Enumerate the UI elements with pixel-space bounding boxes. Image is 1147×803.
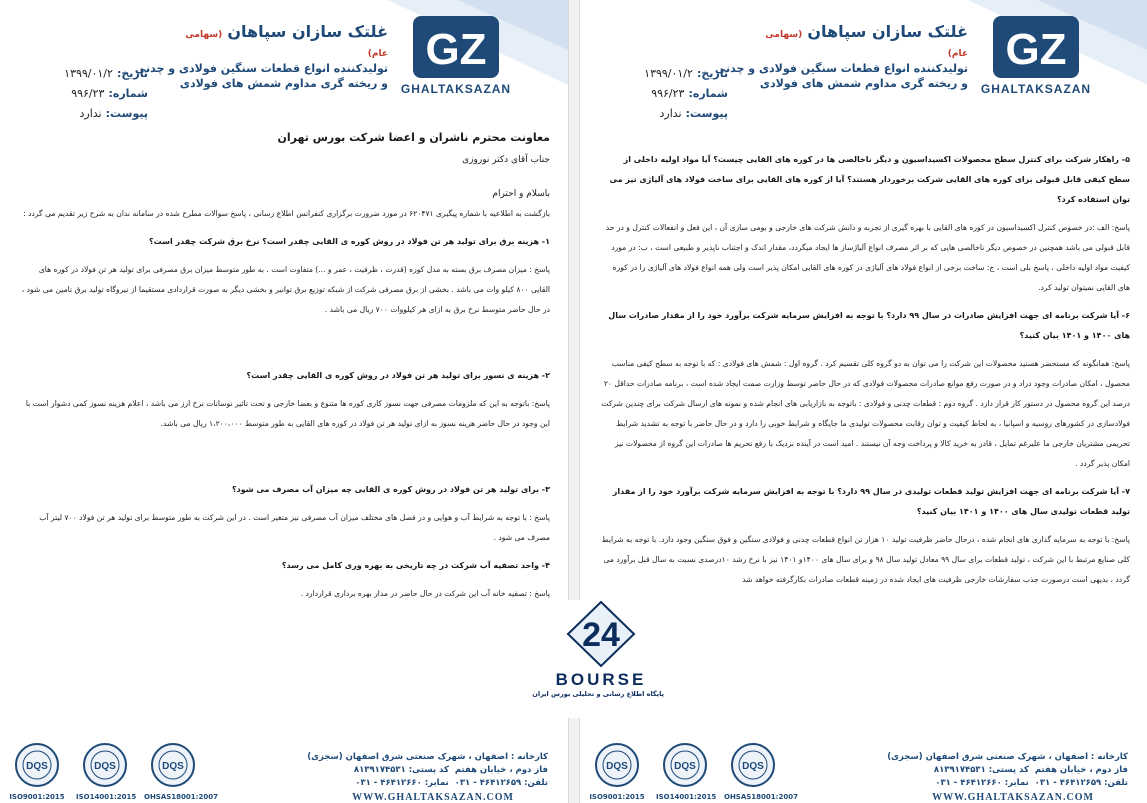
letter-footer — [0, 733, 568, 803]
number-value: ۹۹۶/۲۳ — [651, 87, 685, 100]
letter-body-left — [20, 122, 550, 604]
company-desc-1: تولیدکننده انواع قطعات سنگین فولادی و چدنی — [134, 62, 388, 75]
company-address — [887, 751, 1128, 803]
intro-paragraph: بازگشت به اطلاعیه با شماره پیگیری ۶۲۰۴۷۱ در مورد ضرورت برگزاری کنفرانس اطلاع رسانی ، پاسخ سوالات مطرح شده در سامانه ندان به شرح زیر تقدیم می گردد : — [23, 209, 550, 218]
fax: نمابر: ۴۶۴۱۲۶۶۰ - ۰۳۱ — [355, 778, 449, 788]
company-desc-1: تولیدکننده انواع قطعات سنگین فولادی و چدنی — [714, 62, 968, 75]
dqs-seal-icon — [594, 742, 640, 788]
dqs-seal-icon — [82, 742, 128, 788]
cert-mark: DQS — [742, 761, 764, 772]
date-label: تاریخ: — [116, 67, 148, 80]
cert-label: ISO9001:2015 — [9, 793, 65, 801]
cert-badge — [76, 742, 137, 801]
address-phase: فاز دوم ، خیابان هفتم — [454, 765, 548, 775]
attachment-value: ندارد — [659, 107, 682, 120]
website-link[interactable]: WWW.GHALTAKSAZAN.COM — [352, 792, 514, 803]
logo-wordmark: GHALTAKSAZAN — [980, 82, 1092, 96]
fax: نمابر: ۴۶۴۱۲۶۶۰ - ۰۳۱ — [935, 778, 1029, 788]
answer-4: پاسخ : تصفیه خانه آب این شرکت در حال حاضر در مدار بهره برداری قراردارد . — [300, 589, 550, 598]
number-label: شماره: — [688, 87, 728, 100]
question-3: ۳- برای تولید هر تن فولاد در روش کوره ی القایی چه میزان آب مصرف می شود؟ — [232, 485, 550, 494]
cert-badge — [724, 742, 798, 801]
company-address — [307, 751, 548, 803]
answer-5: پاسخ: الف :در خصوص کنترل اکسیداسیون در کوره های القایی با بهره گیری از تجربه و دانش شرکت های خارجی و بومی سازی آن ، این فعل و انفعالات کنترل و در حد قابل قبولی می باشد همچنین در خصوص دیگر ناخالصی هایی که بر اثر مصرف انواع آلیاژساز ها ایجاد میگردد، مقدار اندک و اجتناب ناپذیر و طبیعی است ، ب: در مورد کیفیت مواد اولیه داخلی ، پاسخ بلی است ، ج: ساخت برخی از انواع فولاد های آلیاژی در کوره های القایی امکان پذیر است ولی همه انواع فولاد های آلیاژی را در کوره های القایی نمیتوان تولید کرد. — [605, 223, 1130, 292]
answer-6: پاسخ: همانگونه که مستحضر هستید محصولات این شرکت را می توان به دو گروه کلی تقسیم کرد . گروه اول : شمش های فولادی : که با توجه به سطح کیفی مناسب محصول ، امکان صادرات وجود دراد و در صورت رفع موانع صادرات محصولات فولادی که در حال حاضر توسط وزارت صمت ایجاد شده است ، برنامه صادرات حداقل ۲۰ درصد این گروه محصول در دستور کار قرار دارد . گروه دوم : قطعات چدنی و فولادی : باتوجه به بازاریابی های انجام شده و نمونه های ارسال شرکت برای چندین شرکت فولادسازی در کشورهای روسیه و اسپانیا ، به لحاظ کیفیت و توان رقابت محصولات تولیدی ما جایگاه و شرایط خوبی را دارد و در حال حاضر با توجه به تشدید شرایط تحریمی مشتریان خارجی ما علیرغم تمایل ، قادر به خرید کالا و پرداخت وجه آن نیستند . امید است در آینده نزدیک با رفع تحریم ها صادرات این گروه از محصولات نیز امکان پذیر گردد . — [601, 359, 1130, 468]
bourse-wordmark: BOURSE — [555, 670, 647, 689]
bourse24-watermark-logo — [532, 600, 664, 718]
letter-meta — [608, 67, 728, 127]
company-header — [134, 22, 388, 90]
letter-recipient: معاونت محترم ناشران و اعضا شرکت بورس تهران — [277, 131, 550, 144]
certifications — [588, 742, 798, 801]
company-name: غلتک سازان سپاهان — [227, 22, 388, 41]
phone: تلفن: ۴۶۴۱۲۶۵۹ - ۰۳۱ — [454, 778, 548, 788]
website-link[interactable]: WWW.GHALTAKSAZAN.COM — [932, 792, 1094, 803]
dqs-seal-icon — [150, 742, 196, 788]
cert-badge — [656, 742, 717, 801]
bourse-24-icon — [566, 600, 636, 668]
cert-mark: DQS — [26, 761, 48, 772]
answer-3: پاسخ : با توجه به شرایط آب و هوایی و در فصل های مختلف میزان آب مصرفی نیز متغیر است . در این شرکت به طور متوسط برای تولید هر تن فولاد ۷۰۰ لیتر آب مصرف می شود . — [39, 513, 550, 542]
number-label: شماره: — [108, 87, 148, 100]
date-value: ۱۳۹۹/۰۱/۲ — [644, 67, 693, 80]
company-suffix: (سهامی عام) — [765, 30, 968, 59]
cert-label: ISO14001:2015 — [656, 793, 717, 801]
address-phase: فاز دوم ، خیابان هفتم — [1034, 765, 1128, 775]
company-logo — [396, 12, 516, 100]
postal-code: کد پستی: ۸۱۳۹۱۷۴۵۳۱ — [933, 765, 1029, 775]
cert-label: OHSAS18001:2007 — [724, 793, 798, 801]
dqs-seal-icon — [730, 742, 776, 788]
attachment-label: پیوست: — [685, 107, 728, 120]
letter-addressee: جناب آقای دکتر نوروزی — [462, 155, 550, 165]
cert-label: ISO14001:2015 — [76, 793, 137, 801]
letter-page-right — [579, 0, 1147, 803]
answer-1: پاسخ : میزان مصرف برق بسته به مدل کوره (قدرت ، ظرفیت ، عمر و ...) متفاوت است . به طور متوسط میزان برق مصرفی برای تولید هر تن فولاد در کوره های القایی ۸۰۰ کیلو وات می باشد . بخشی از برق مصرفی شرکت از شبکه توزیع برق توانیر و بخشی دیگر به صورت قراردادی مستقیما از نیروگاه تولید برق تامین می شود ، در حال حاضر متوسط نرخ برق به ازای هر کیلووات ۷۰۰ ریال می باشد . — [21, 265, 550, 314]
logo-mark: GZ — [1005, 25, 1067, 74]
question-4: ۴- واحد تصفیه آب شرکت در چه تاریخی به بهره وری کامل می رسد؟ — [281, 561, 550, 570]
date-label: تاریخ: — [696, 67, 728, 80]
question-1: ۱- هزینه برق برای تولید هر تن فولاد در روش کوره ی القایی چقدر است؟ نرخ برق شرکت چقدر است؟ — [149, 237, 550, 246]
cert-badge — [144, 742, 218, 801]
address-line: کارخانه : اصفهان ، شهرک صنعتی شرق اصفهان (سجزی) — [887, 752, 1128, 762]
cert-badge — [8, 742, 66, 801]
question-6: ۶- آیا شرکت برنامه ای جهت افزایش صادرات در سال ۹۹ دارد؟ با توجه به افزایش سرمایه شرکت برآورد خود را از مقدار صادرات سال های ۱۴۰۰ و ۱۴۰۱ بیان کنید؟ — [608, 311, 1130, 340]
date-value: ۱۳۹۹/۰۱/۲ — [64, 67, 113, 80]
attachment-label: پیوست: — [105, 107, 148, 120]
company-logo — [976, 12, 1096, 100]
company-desc-2: و ریخته گری مداوم شمش های فولادی — [759, 77, 968, 90]
cert-mark: DQS — [674, 761, 696, 772]
greeting: باسلام و احترام — [492, 189, 550, 199]
question-7: ۷- آیا شرکت برنامه ای جهت افزایش تولید قطعات تولیدی در سال ۹۹ دارد؟ با توجه به افزایش سرمایه شرکت برآورد خود را از مقدار تولید قطعات تولیدی سال های ۱۴۰۰ و ۱۴۰۱ بیان کنید؟ — [612, 487, 1130, 516]
phone: تلفن: ۴۶۴۱۲۶۵۹ - ۰۳۱ — [1034, 778, 1128, 788]
cert-mark: DQS — [94, 761, 116, 772]
bourse-subtitle: پایگاه اطلاع رسانی و تحلیلی بورس ایران — [532, 690, 664, 698]
letter-footer — [580, 733, 1147, 803]
address-line: کارخانه : اصفهان ، شهرک صنعتی شرق اصفهان (سجزی) — [307, 752, 548, 762]
cert-label: ISO9001:2015 — [589, 793, 645, 801]
logo-mark: GZ — [425, 25, 487, 74]
company-desc-2: و ریخته گری مداوم شمش های فولادی — [179, 77, 388, 90]
answer-2: پاسخ: باتوجه به این که ملزومات مصرفی جهت نسوز کاری کوره ها متنوع و بعضا خارجی و تحت تاثیر نوسانات نرخ ارز می باشد ، اعلام هزینه نسوز کمی دشوار است با این وجود در حال حاضر هزینه نسوز به ازای تولید هر تن فولاد در کوره های القایی به طور متوسط ۱،۲۰۰،۰۰۰ ریال می باشد. — [25, 399, 550, 428]
attachment-value: ندارد — [79, 107, 102, 120]
bourse-number: 24 — [582, 616, 620, 654]
certifications — [8, 742, 218, 801]
cert-label: OHSAS18001:2007 — [144, 793, 218, 801]
cert-mark: DQS — [162, 761, 184, 772]
letter-page-left — [0, 0, 569, 803]
cert-badge — [588, 742, 646, 801]
dqs-seal-icon — [14, 742, 60, 788]
postal-code: کد پستی: ۸۱۳۹۱۷۴۵۳۱ — [353, 765, 449, 775]
cert-mark: DQS — [606, 761, 628, 772]
letter-body-right — [600, 150, 1130, 590]
question-2: ۲- هزینه ی نسوز برای تولید هر تن فولاد در روش کوره ی القایی چقدر است؟ — [246, 371, 550, 380]
company-name: غلتک سازان سپاهان — [807, 22, 968, 41]
dqs-seal-icon — [662, 742, 708, 788]
question-5: ۵- راهکار شرکت برای کنترل سطح محصولات اکسیداسیون و دیگر ناخالصی ها در کوره های القایی چیست؟ آیا مواد اولیه داخلی از سطح کیفی قابل قبولی برای کوره های القایی شرکت برخوردار هستند؟ آیا از کوره های القایی برای ساخت فولاد های آلیاژی نیز می توان استفاده کرد؟ — [609, 155, 1130, 204]
letter-meta — [28, 67, 148, 127]
logo-wordmark: GHALTAKSAZAN — [400, 82, 512, 96]
company-header — [714, 22, 968, 90]
company-suffix: (سهامی عام) — [185, 30, 388, 59]
number-value: ۹۹۶/۲۳ — [71, 87, 105, 100]
answer-7: پاسخ: با توجه به سرمایه گذاری های انجام شده ، درحال حاضر ظرفیت تولید ۱۰ هزار تن انواع قطعات چدنی و فولادی سنگین و فوق سنگین وجود دارد. با توجه به شرایط کلی صنایع مرتبط با این شرکت ، تولید قطعات برای سال ۹۹ معادل تولید سال ۹۸ و برای سال های ۱۴۰۰و ۱۴۰۱ نیز با نرخ رشد ۱۰درصدی نسبت به سال قبل برآورد می گردد ، بدیهی است درصورت جذب سفارشات خارجی ظرفیت های ایجاد شده در زمینه قطعات صادرات بکارگرفته خواهد شد — [601, 535, 1130, 584]
